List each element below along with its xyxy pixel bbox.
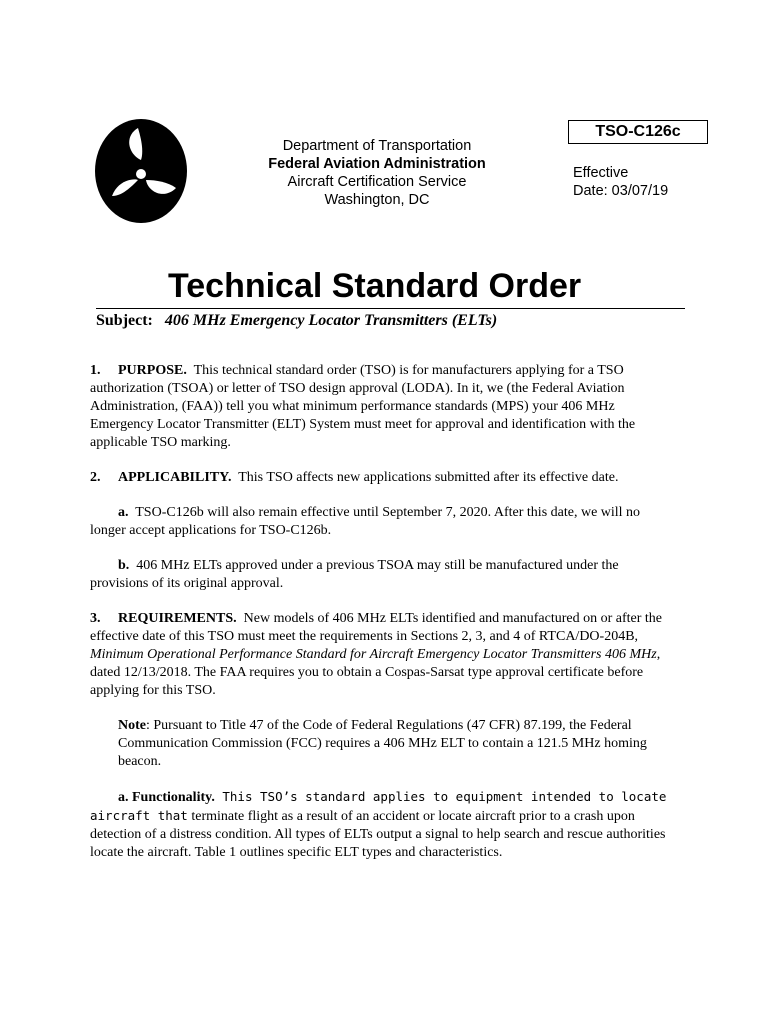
- agency-block: [246, 137, 508, 209]
- title-rule: [96, 308, 685, 309]
- subsection-label: b.: [118, 558, 130, 573]
- section-heading: REQUIREMENTS.: [118, 611, 237, 626]
- section-text: New models of 406 MHz ELTs identified and manufactured on or after the effective date of this TSO must meet the requirements in Sections 2, 3, and 4 of RTCA/DO-204B,: [90, 611, 663, 644]
- subsection-label: a. Functionality.: [118, 790, 215, 805]
- section-heading: PURPOSE.: [118, 363, 187, 378]
- section-number: 2.: [90, 470, 101, 485]
- agency-department: Department of Transportation: [282, 138, 472, 154]
- document-title: Technical Standard Order: [168, 267, 582, 305]
- agency-location: Washington, DC: [324, 192, 430, 208]
- effective-date: Date: 03/07/19: [573, 183, 669, 199]
- subsection-3a: [90, 788, 674, 862]
- section-purpose: [90, 362, 674, 452]
- section-heading: APPLICABILITY.: [118, 470, 232, 485]
- section-number: 3.: [90, 611, 101, 626]
- agency-faa: Federal Aviation Administration: [268, 156, 486, 172]
- subsection-text-alt: This TSO’s standard applies to equipment intended to locate aircraft that: [90, 789, 667, 823]
- subsection-text: terminate flight as a result of an accident or locate aircraft prior to a crash upon detection of a distress condition. All types of ELTs output a signal to help search and rescue authorities locate the aircraft. Table 1 outlines specific ELT types and characteristics.: [90, 809, 666, 860]
- dot-logo: [94, 118, 188, 224]
- tso-number-box: TSO-C126c: [568, 120, 708, 144]
- subsection-label: a.: [118, 505, 129, 520]
- section-applicability: [90, 469, 674, 487]
- agency-service: Aircraft Certification Service: [287, 174, 467, 190]
- section-requirements: [90, 610, 674, 700]
- subject-line: [96, 310, 497, 332]
- effective-label: Effective: [573, 165, 629, 181]
- standard-title: Minimum Operational Performance Standard for Aircraft Emergency Locator Transmitters 406 MHz: [90, 647, 657, 662]
- document-body: [90, 362, 674, 879]
- note-label: Note: [118, 718, 146, 733]
- subsection-2b: [90, 557, 674, 593]
- subsection-2a: [90, 504, 674, 540]
- effective-date-block: [573, 164, 668, 200]
- subsection-text: TSO-C126b will also remain effective until September 7, 2020. After this date, we will no longer accept applications for TSO-C126b.: [90, 505, 641, 538]
- note-text: : Pursuant to Title 47 of the Code of Federal Regulations (47 CFR) 87.199, the Federal Communication Commission (FCC) requires a 406 MHz ELT to contain a 121.5 MHz homing beacon.: [118, 718, 647, 769]
- requirements-note: [118, 717, 674, 771]
- subject-label: Subject:: [96, 312, 153, 329]
- section-number: 1.: [90, 363, 101, 378]
- subject-text: 406 MHz Emergency Locator Transmitters (ELTs): [164, 312, 498, 329]
- subsection-text: 406 MHz ELTs approved under a previous TSOA may still be manufactured under the provisions of its original approval.: [90, 558, 619, 591]
- section-text: This technical standard order (TSO) is for manufacturers applying for a TSO authorization (TSOA) or letter of TSO design approval (LODA). In it, we (the Federal Aviation Administration, (FAA)) tell you what minimum performance standards (MPS) your 406 MHz Emergency Locator Transmitter (ELT) System must meet for approval and identification with the applicable TSO marking.: [90, 363, 636, 450]
- section-text-cont: , dated 12/13/2018. The FAA requires you to obtain a Cospas-Sarsat type approval certificate before applying for this TSO.: [90, 647, 661, 698]
- section-text: This TSO affects new applications submitted after its effective date.: [238, 470, 619, 485]
